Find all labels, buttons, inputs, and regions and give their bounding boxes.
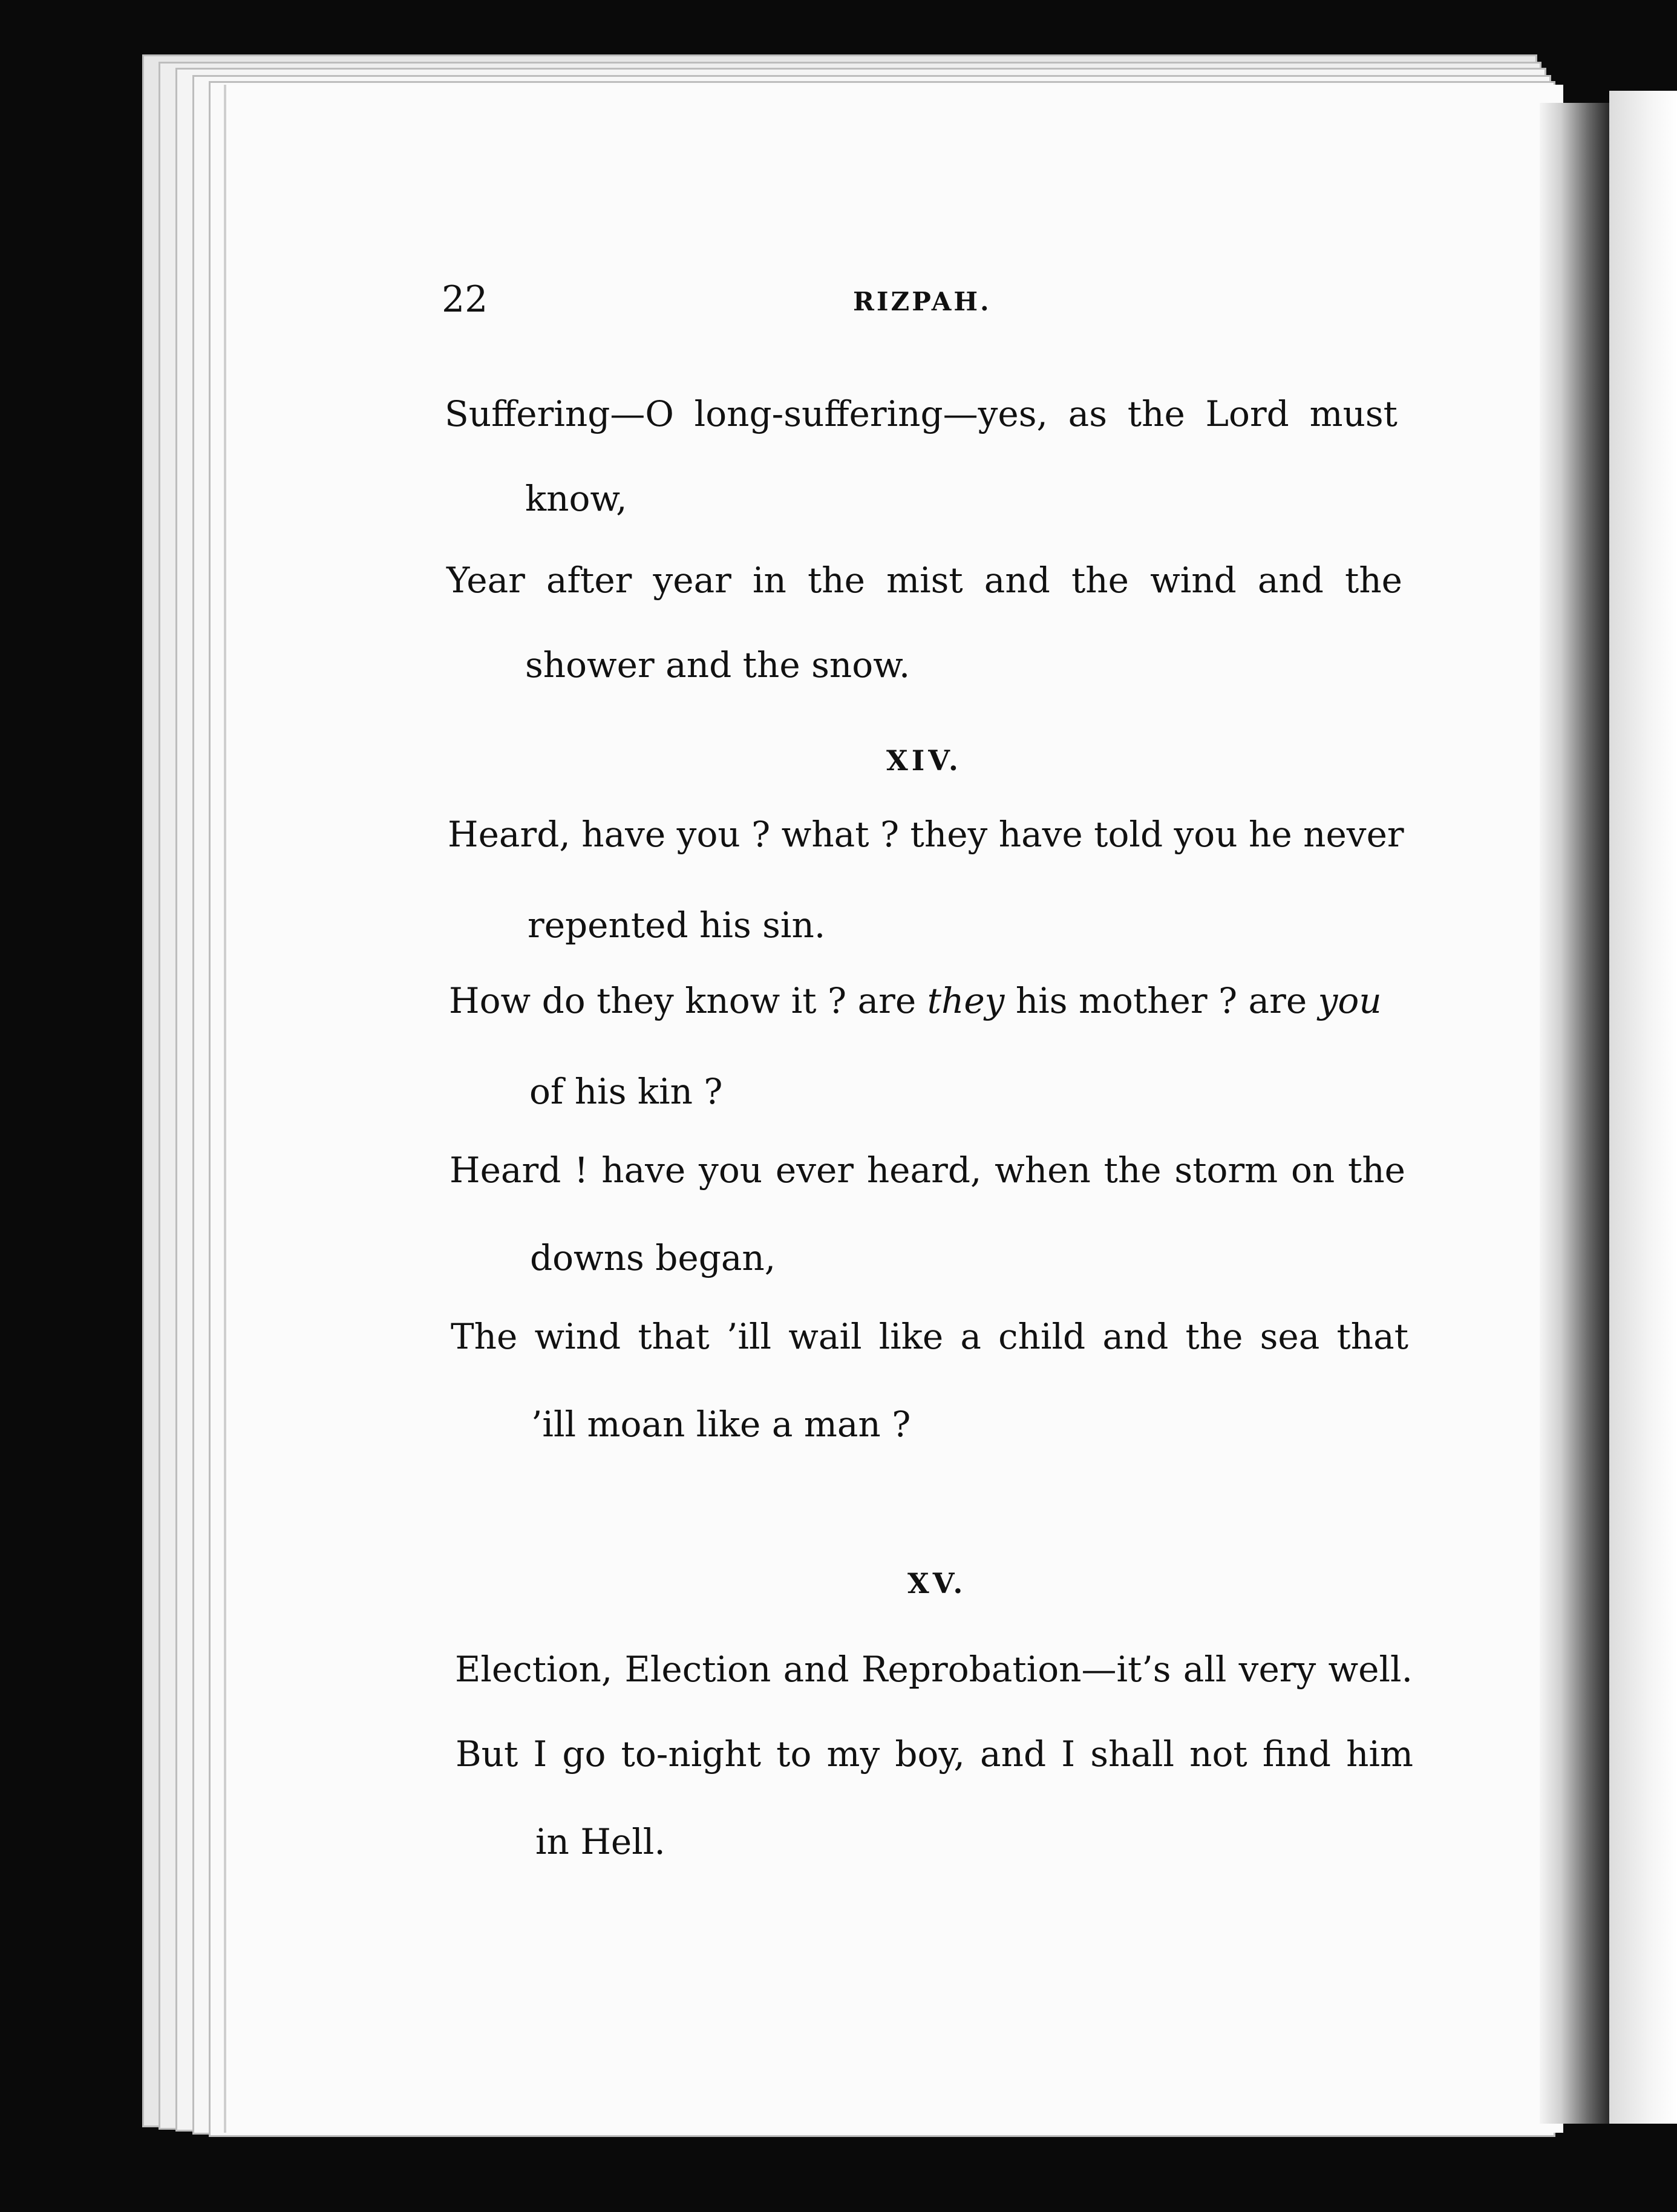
verse-emphasis: they xyxy=(927,980,1005,1021)
verse-line-continuation: know, xyxy=(525,478,627,519)
verse-line-continuation: of his kin ? xyxy=(529,1071,723,1112)
running-title: RIZPAH. xyxy=(853,287,992,316)
verse-line-continuation: in Hell. xyxy=(535,1821,665,1862)
running-head xyxy=(442,278,1410,333)
verse-line-continuation: ’ill moan like a man ? xyxy=(531,1404,911,1445)
verse-line-continuation: shower and the snow. xyxy=(525,644,910,686)
verse-text: his mother ? are xyxy=(1004,980,1318,1021)
verse-text: How do they know it ? are xyxy=(449,980,927,1021)
verse-line: Suffering—O long-suffering—yes, as the Lord must xyxy=(445,393,1398,434)
stanza-numeral: XV. xyxy=(907,1567,967,1600)
verse-line xyxy=(449,980,1404,1021)
facing-page-edge xyxy=(1609,91,1677,2124)
verse-line: Heard ! have you ever heard, when the storm on the xyxy=(449,1150,1405,1191)
verse-line-continuation: repented his sin. xyxy=(528,905,826,946)
book-page xyxy=(224,85,1563,2133)
verse-line: But I go to-night to my boy, and I shall not find him xyxy=(456,1733,1413,1775)
verse-line: Year after year in the mist and the wind and the xyxy=(446,560,1402,601)
verse-line-continuation: downs began, xyxy=(530,1237,776,1278)
binding-shadow xyxy=(1540,103,1609,2124)
verse-line: The wind that ’ill wail like a child and the sea that xyxy=(451,1316,1408,1357)
verse-line: Election, Election and Reprobation—it’s all very well. xyxy=(455,1649,1413,1690)
page-number: 22 xyxy=(442,278,488,321)
verse-line: Heard, have you ? what ? they have told you he never xyxy=(448,814,1404,855)
stanza-numeral: XIV. xyxy=(886,744,962,777)
verse-emphasis: you xyxy=(1318,980,1382,1021)
